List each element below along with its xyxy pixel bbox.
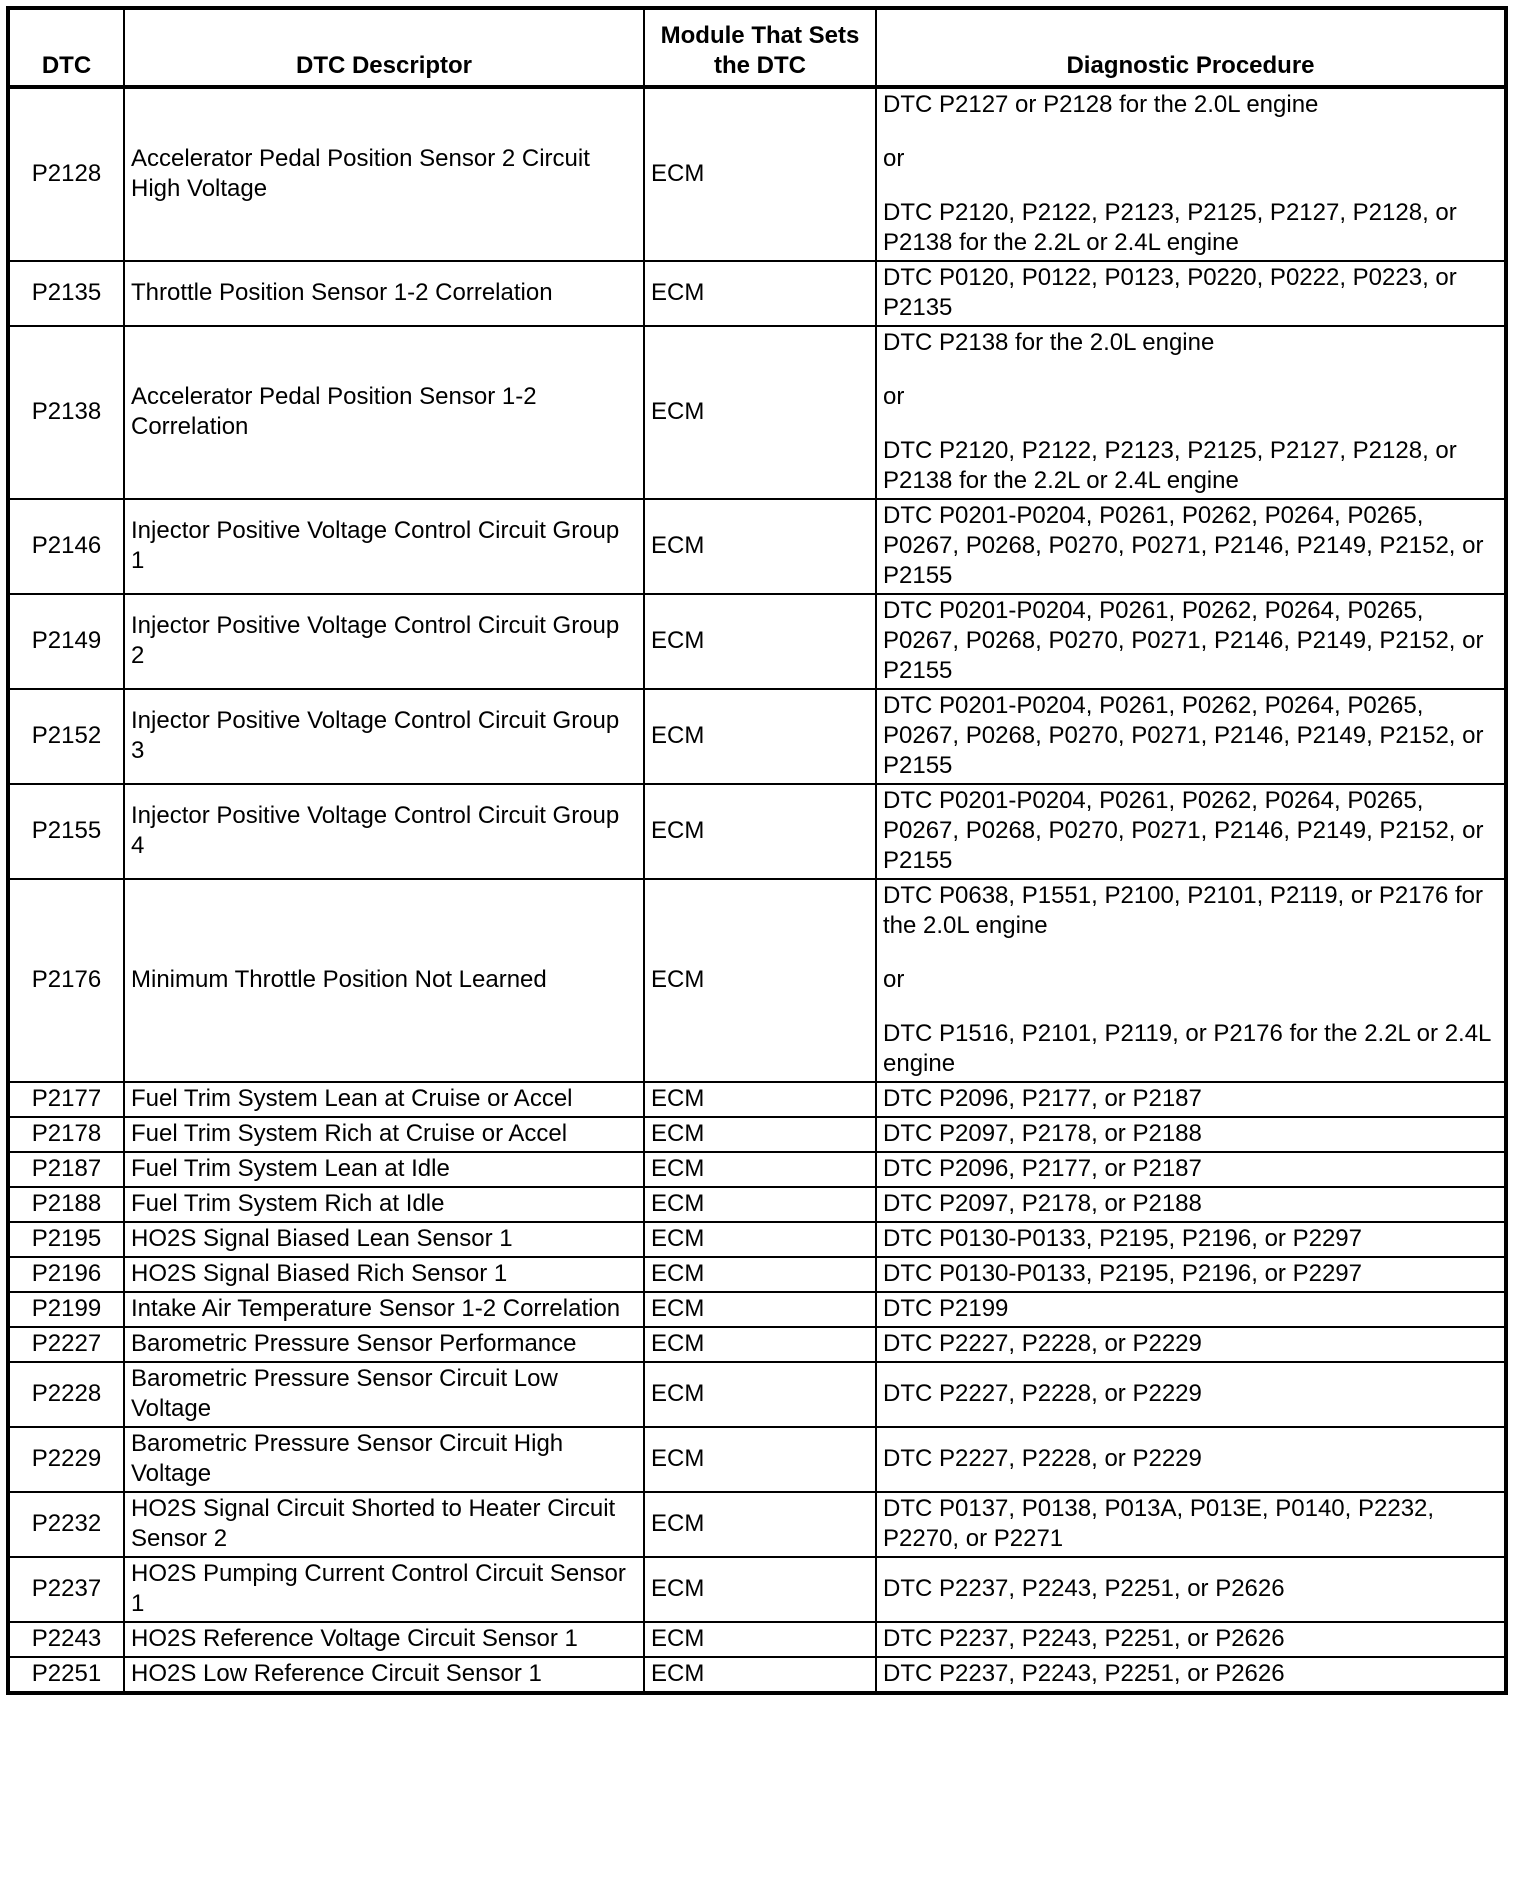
module-cell: ECM bbox=[644, 1152, 876, 1187]
diagnostic-procedure-cell bbox=[876, 499, 1506, 594]
dtc-code-cell: P2251 bbox=[8, 1657, 124, 1693]
diagnostic-procedure-cell bbox=[876, 1082, 1506, 1117]
module-cell: ECM bbox=[644, 1187, 876, 1222]
table-row bbox=[8, 594, 1506, 689]
table-row bbox=[8, 1622, 1506, 1657]
diagnostic-procedure-cell bbox=[876, 1657, 1506, 1693]
dtc-code-cell: P2178 bbox=[8, 1117, 124, 1152]
module-cell: ECM bbox=[644, 594, 876, 689]
procedure-paragraph: DTC P2097, P2178, or P2188 bbox=[883, 1120, 1202, 1147]
procedure-paragraph: DTC P0638, P1551, P2100, P2101, P2119, or P2176 for the 2.0L engine bbox=[883, 882, 1483, 939]
module-cell: ECM bbox=[644, 326, 876, 499]
procedure-paragraph: DTC P2237, P2243, P2251, or P2626 bbox=[883, 1625, 1285, 1652]
dtc-descriptor-cell: HO2S Signal Circuit Shorted to Heater Circuit Sensor 2 bbox=[124, 1492, 644, 1557]
dtc-code-cell: P2135 bbox=[8, 261, 124, 326]
module-cell: ECM bbox=[644, 1492, 876, 1557]
paragraph-gap bbox=[883, 995, 1498, 1019]
dtc-descriptor-cell: Fuel Trim System Lean at Cruise or Accel bbox=[124, 1082, 644, 1117]
diagnostic-procedure-cell bbox=[876, 1117, 1506, 1152]
table-row bbox=[8, 1117, 1506, 1152]
diagnostic-procedure-cell bbox=[876, 879, 1506, 1082]
dtc-code-cell: P2188 bbox=[8, 1187, 124, 1222]
module-cell: ECM bbox=[644, 879, 876, 1082]
table-row bbox=[8, 1492, 1506, 1557]
diagnostic-procedure-cell bbox=[876, 1292, 1506, 1327]
diagnostic-procedure-cell bbox=[876, 1257, 1506, 1292]
dtc-code-cell: P2176 bbox=[8, 879, 124, 1082]
module-cell: ECM bbox=[644, 499, 876, 594]
table-row bbox=[8, 1427, 1506, 1492]
dtc-descriptor-cell: Injector Positive Voltage Control Circuit Group 4 bbox=[124, 784, 644, 879]
procedure-paragraph: DTC P0201-P0204, P0261, P0262, P0264, P0265, P0267, P0268, P0270, P0271, P2146, P2149, P2152, or P2155 bbox=[883, 502, 1484, 589]
dtc-code-cell: P2232 bbox=[8, 1492, 124, 1557]
paragraph-gap bbox=[883, 412, 1498, 436]
table-row bbox=[8, 1557, 1506, 1622]
dtc-descriptor-cell: Barometric Pressure Sensor Circuit Low Voltage bbox=[124, 1362, 644, 1427]
dtc-descriptor-cell: HO2S Pumping Current Control Circuit Sensor 1 bbox=[124, 1557, 644, 1622]
table-row bbox=[8, 1327, 1506, 1362]
procedure-paragraph: DTC P2120, P2122, P2123, P2125, P2127, P2128, or P2138 for the 2.2L or 2.4L engine bbox=[883, 437, 1457, 494]
procedure-paragraph: or bbox=[883, 383, 905, 410]
procedure-paragraph: DTC P1516, P2101, P2119, or P2176 for the 2.2L or 2.4L engine bbox=[883, 1020, 1491, 1077]
dtc-descriptor-cell: Minimum Throttle Position Not Learned bbox=[124, 879, 644, 1082]
dtc-descriptor-cell: Barometric Pressure Sensor Performance bbox=[124, 1327, 644, 1362]
table-row bbox=[8, 499, 1506, 594]
diagnostic-procedure-cell bbox=[876, 87, 1506, 261]
dtc-code-cell: P2196 bbox=[8, 1257, 124, 1292]
dtc-code-cell: P2155 bbox=[8, 784, 124, 879]
table-row bbox=[8, 1222, 1506, 1257]
procedure-paragraph: or bbox=[883, 966, 905, 993]
procedure-paragraph: DTC P0201-P0204, P0261, P0262, P0264, P0265, P0267, P0268, P0270, P0271, P2146, P2149, P2152, or P2155 bbox=[883, 787, 1484, 874]
module-cell: ECM bbox=[644, 1327, 876, 1362]
header-dtc: DTC bbox=[8, 8, 124, 87]
table-row bbox=[8, 784, 1506, 879]
module-cell: ECM bbox=[644, 1117, 876, 1152]
dtc-code-cell: P2128 bbox=[8, 87, 124, 261]
dtc-descriptor-cell: Injector Positive Voltage Control Circuit Group 2 bbox=[124, 594, 644, 689]
module-cell: ECM bbox=[644, 1657, 876, 1693]
table-row bbox=[8, 1152, 1506, 1187]
module-cell: ECM bbox=[644, 87, 876, 261]
module-cell: ECM bbox=[644, 1362, 876, 1427]
dtc-descriptor-cell: HO2S Low Reference Circuit Sensor 1 bbox=[124, 1657, 644, 1693]
dtc-descriptor-cell: Injector Positive Voltage Control Circuit Group 1 bbox=[124, 499, 644, 594]
diagnostic-procedure-cell bbox=[876, 1557, 1506, 1622]
module-cell: ECM bbox=[644, 689, 876, 784]
procedure-paragraph: DTC P0137, P0138, P013A, P013E, P0140, P2232, P2270, or P2271 bbox=[883, 1495, 1435, 1552]
diagnostic-procedure-cell bbox=[876, 1492, 1506, 1557]
procedure-paragraph: DTC P2237, P2243, P2251, or P2626 bbox=[883, 1660, 1285, 1687]
table-row bbox=[8, 1657, 1506, 1693]
procedure-paragraph: DTC P2237, P2243, P2251, or P2626 bbox=[883, 1575, 1285, 1602]
dtc-descriptor-cell: Injector Positive Voltage Control Circuit Group 3 bbox=[124, 689, 644, 784]
table-row bbox=[8, 1362, 1506, 1427]
paragraph-gap bbox=[883, 941, 1498, 965]
procedure-paragraph: DTC P2227, P2228, or P2229 bbox=[883, 1445, 1202, 1472]
diagnostic-procedure-cell bbox=[876, 1622, 1506, 1657]
table-row bbox=[8, 326, 1506, 499]
procedure-paragraph: DTC P0201-P0204, P0261, P0262, P0264, P0265, P0267, P0268, P0270, P0271, P2146, P2149, P2152, or P2155 bbox=[883, 597, 1484, 684]
table-row bbox=[8, 261, 1506, 326]
module-cell: ECM bbox=[644, 1557, 876, 1622]
header-descriptor: DTC Descriptor bbox=[124, 8, 644, 87]
diagnostic-procedure-cell bbox=[876, 1222, 1506, 1257]
procedure-paragraph: DTC P2096, P2177, or P2187 bbox=[883, 1155, 1202, 1182]
procedure-paragraph: DTC P2227, P2228, or P2229 bbox=[883, 1330, 1202, 1357]
diagnostic-procedure-cell bbox=[876, 1427, 1506, 1492]
dtc-descriptor-cell: Accelerator Pedal Position Sensor 2 Circuit High Voltage bbox=[124, 87, 644, 261]
table-row bbox=[8, 1257, 1506, 1292]
dtc-descriptor-cell: HO2S Signal Biased Rich Sensor 1 bbox=[124, 1257, 644, 1292]
diagnostic-procedure-cell bbox=[876, 1152, 1506, 1187]
table-body bbox=[8, 87, 1506, 1693]
dtc-code-cell: P2152 bbox=[8, 689, 124, 784]
diagnostic-procedure-cell bbox=[876, 689, 1506, 784]
dtc-descriptor-cell: Accelerator Pedal Position Sensor 1-2 Correlation bbox=[124, 326, 644, 499]
dtc-code-cell: P2195 bbox=[8, 1222, 124, 1257]
procedure-paragraph: DTC P2120, P2122, P2123, P2125, P2127, P2128, or P2138 for the 2.2L or 2.4L engine bbox=[883, 199, 1457, 256]
dtc-code-cell: P2199 bbox=[8, 1292, 124, 1327]
paragraph-gap bbox=[883, 120, 1498, 144]
diagnostic-procedure-cell bbox=[876, 261, 1506, 326]
table-row bbox=[8, 87, 1506, 261]
procedure-paragraph: or bbox=[883, 145, 905, 172]
module-cell: ECM bbox=[644, 1622, 876, 1657]
dtc-code-cell: P2237 bbox=[8, 1557, 124, 1622]
dtc-code-cell: P2228 bbox=[8, 1362, 124, 1427]
module-cell: ECM bbox=[644, 1222, 876, 1257]
procedure-paragraph: DTC P2199 bbox=[883, 1295, 1009, 1322]
diagnostic-procedure-cell bbox=[876, 1327, 1506, 1362]
diagnostic-procedure-cell bbox=[876, 594, 1506, 689]
dtc-code-cell: P2229 bbox=[8, 1427, 124, 1492]
diagnostic-procedure-cell bbox=[876, 784, 1506, 879]
procedure-paragraph: DTC P2096, P2177, or P2187 bbox=[883, 1085, 1202, 1112]
module-cell: ECM bbox=[644, 261, 876, 326]
diagnostic-procedure-cell bbox=[876, 326, 1506, 499]
header-module: Module That Sets the DTC bbox=[644, 8, 876, 87]
dtc-descriptor-cell: Fuel Trim System Rich at Cruise or Accel bbox=[124, 1117, 644, 1152]
dtc-code-cell: P2187 bbox=[8, 1152, 124, 1187]
table-row bbox=[8, 1082, 1506, 1117]
module-cell: ECM bbox=[644, 1427, 876, 1492]
procedure-paragraph: DTC P0201-P0204, P0261, P0262, P0264, P0265, P0267, P0268, P0270, P0271, P2146, P2149, P2152, or P2155 bbox=[883, 692, 1484, 779]
procedure-paragraph: DTC P0130-P0133, P2195, P2196, or P2297 bbox=[883, 1260, 1362, 1287]
module-cell: ECM bbox=[644, 1292, 876, 1327]
paragraph-gap bbox=[883, 174, 1498, 198]
dtc-descriptor-cell: Intake Air Temperature Sensor 1-2 Correlation bbox=[124, 1292, 644, 1327]
procedure-paragraph: DTC P0130-P0133, P2195, P2196, or P2297 bbox=[883, 1225, 1362, 1252]
dtc-descriptor-cell: Fuel Trim System Lean at Idle bbox=[124, 1152, 644, 1187]
procedure-paragraph: DTC P2227, P2228, or P2229 bbox=[883, 1380, 1202, 1407]
dtc-code-cell: P2138 bbox=[8, 326, 124, 499]
procedure-paragraph: DTC P2127 or P2128 for the 2.0L engine bbox=[883, 91, 1319, 118]
procedure-paragraph: DTC P2138 for the 2.0L engine bbox=[883, 329, 1215, 356]
module-cell: ECM bbox=[644, 1082, 876, 1117]
module-cell: ECM bbox=[644, 784, 876, 879]
paragraph-gap bbox=[883, 358, 1498, 382]
table-row bbox=[8, 689, 1506, 784]
diagnostic-procedure-cell bbox=[876, 1362, 1506, 1427]
dtc-table bbox=[6, 6, 1508, 1695]
dtc-code-cell: P2243 bbox=[8, 1622, 124, 1657]
dtc-descriptor-cell: Barometric Pressure Sensor Circuit High Voltage bbox=[124, 1427, 644, 1492]
procedure-paragraph: DTC P0120, P0122, P0123, P0220, P0222, P0223, or P2135 bbox=[883, 264, 1457, 321]
module-cell: ECM bbox=[644, 1257, 876, 1292]
dtc-descriptor-cell: Fuel Trim System Rich at Idle bbox=[124, 1187, 644, 1222]
dtc-descriptor-cell: HO2S Signal Biased Lean Sensor 1 bbox=[124, 1222, 644, 1257]
dtc-code-cell: P2177 bbox=[8, 1082, 124, 1117]
table-row bbox=[8, 1292, 1506, 1327]
dtc-descriptor-cell: HO2S Reference Voltage Circuit Sensor 1 bbox=[124, 1622, 644, 1657]
header-row bbox=[8, 8, 1506, 87]
dtc-code-cell: P2149 bbox=[8, 594, 124, 689]
dtc-code-cell: P2146 bbox=[8, 499, 124, 594]
dtc-code-cell: P2227 bbox=[8, 1327, 124, 1362]
procedure-paragraph: DTC P2097, P2178, or P2188 bbox=[883, 1190, 1202, 1217]
header-procedure: Diagnostic Procedure bbox=[876, 8, 1506, 87]
table-row bbox=[8, 879, 1506, 1082]
table-row bbox=[8, 1187, 1506, 1222]
dtc-descriptor-cell: Throttle Position Sensor 1-2 Correlation bbox=[124, 261, 644, 326]
diagnostic-procedure-cell bbox=[876, 1187, 1506, 1222]
